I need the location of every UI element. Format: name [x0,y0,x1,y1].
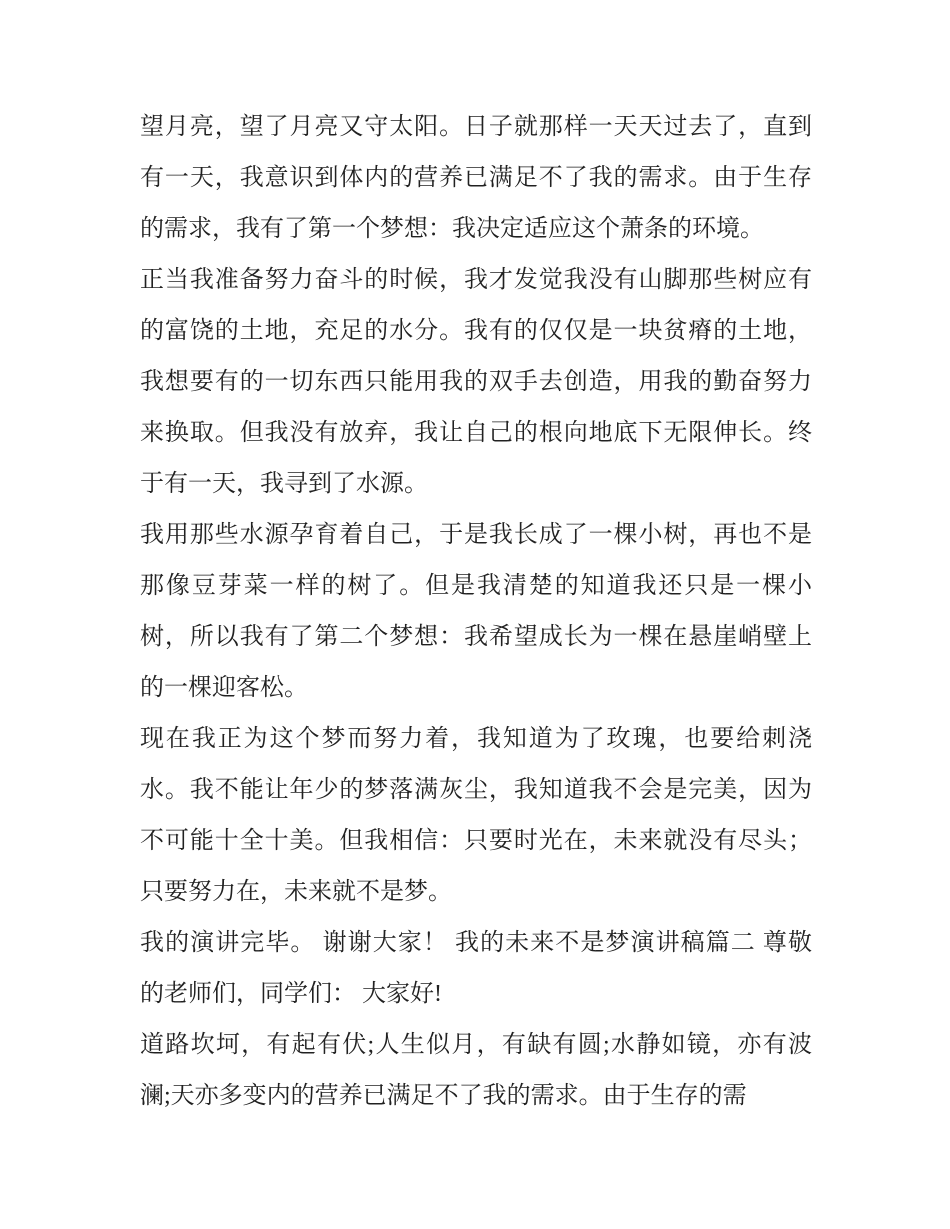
text-line: 道路坎坷，有起有伏;人生似月，有缺有圆;水静如镜，亦有波 [140,1032,812,1058]
text-line: 那像豆芽菜一样的树了。但是我清楚的知道我还只是一棵小 [140,573,812,599]
text-line: 于有一天，我寻到了水源。 [140,471,428,497]
text-line: 的富饶的土地，充足的水分。我有的仅仅是一块贫瘠的土地， [140,318,812,344]
text-line: 来换取。但我没有放弃，我让自己的根向地底下无限伸长。终 [140,420,812,446]
text-line: 我的演讲完毕。 谢谢大家！ 我的未来不是梦演讲稿篇二 尊敬 [140,930,812,956]
text-block [140,102,812,1122]
text-line: 水。我不能让年少的梦落满灰尘，我知道我不会是完美，因为 [140,777,812,803]
text-line: 的一棵迎客松。 [140,675,308,701]
text-line: 只要努力在，未来就不是梦。 [140,879,452,905]
text-line: 我用那些水源孕育着自己，于是我长成了一棵小树，再也不是 [140,522,812,548]
text-line: 的老师们，同学们： 大家好! [140,981,442,1007]
text-line: 正当我准备努力奋斗的时候，我才发觉我没有山脚那些树应有 [140,267,812,293]
text-line: 现在我正为这个梦而努力着，我知道为了玫瑰，也要给刺浇 [140,726,812,752]
text-line: 不可能十全十美。但我相信：只要时光在，未来就没有尽头； [140,828,812,854]
text-line: 有一天，我意识到体内的营养已满足不了我的需求。由于生存 [140,165,812,191]
text-line: 的需求，我有了第一个梦想：我决定适应这个萧条的环境。 [140,216,764,242]
text-line: 望月亮，望了月亮又守太阳。日子就那样一天天过去了，直到 [140,114,812,140]
text-line: 树，所以我有了第二个梦想：我希望成长为一棵在悬崖峭壁上 [140,624,812,650]
text-line: 我想要有的一切东西只能用我的双手去创造，用我的勤奋努力 [140,369,812,395]
text-line: 澜;天亦多变内的营养已满足不了我的需求。由于生存的需 [140,1083,747,1109]
